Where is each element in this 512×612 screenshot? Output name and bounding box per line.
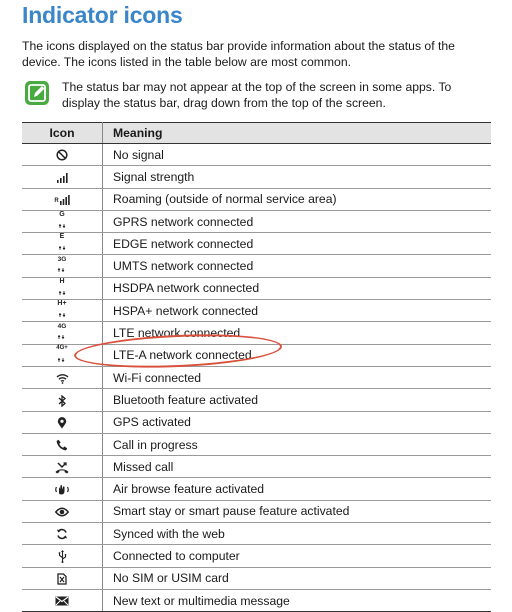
umts-icon (58, 256, 67, 277)
indicator-icons-table (22, 122, 491, 612)
table-row (22, 344, 491, 366)
lte-a-icon-label: 4G+ (56, 344, 68, 351)
row-meaning: HSDPA network connected (103, 277, 492, 299)
sync-icon (56, 528, 68, 540)
gprs-icon (59, 211, 66, 232)
data-arrows (59, 246, 66, 250)
data-arrows (58, 268, 65, 272)
table-row (22, 233, 491, 255)
note-pencil-icon (24, 80, 50, 106)
message-icon (55, 596, 69, 606)
table-header-row (22, 123, 491, 144)
roaming-icon (54, 195, 69, 205)
data-arrows (59, 313, 66, 317)
row-meaning: Bluetooth feature activated (103, 389, 492, 411)
row-meaning: Call in progress (103, 433, 492, 455)
intro-paragraph: The icons displayed on the status bar provide information about the status of the device. The icons listed in the table below are most common. (22, 39, 455, 69)
row-meaning: UMTS network connected (103, 255, 492, 277)
row-meaning: GPS activated (103, 411, 492, 433)
edge-icon-label: E (59, 233, 65, 241)
table-row (22, 545, 491, 567)
table-row (22, 277, 491, 299)
row-meaning: Roaming (outside of normal service area) (103, 188, 492, 210)
table-row (22, 255, 491, 277)
missed-call-icon (55, 462, 69, 474)
edge-icon (59, 233, 66, 254)
hspa-plus-icon-label: H+ (57, 300, 67, 308)
page-title: Indicator icons (22, 2, 183, 28)
note-text: The status bar may not appear at the top of the screen in some apps. To display the status bar, drag down from the top of the screen. (62, 80, 452, 110)
hsdpa-icon (59, 278, 66, 299)
roaming-bars (60, 195, 70, 205)
smart-stay-icon (55, 507, 69, 517)
table-row (22, 166, 491, 188)
hsdpa-icon-label: H (59, 277, 65, 285)
table-row (22, 411, 491, 433)
air-browse-icon (54, 484, 70, 495)
gps-icon (57, 417, 67, 429)
gprs-icon-label: G (59, 211, 65, 219)
row-meaning: New text or multimedia message (103, 589, 492, 611)
row-meaning: Synced with the web (103, 523, 492, 545)
table-row (22, 389, 491, 411)
lte-icon (58, 323, 67, 344)
bluetooth-icon (58, 395, 67, 407)
row-meaning: LTE network connected (103, 322, 492, 344)
row-meaning: No SIM or USIM card (103, 567, 492, 589)
row-meaning: HSPA+ network connected (103, 300, 492, 322)
roaming-icon-label: R (54, 198, 59, 205)
table-row (22, 589, 491, 611)
hspa-plus-icon (57, 300, 66, 321)
header-icon: Icon (22, 123, 103, 144)
row-meaning: Missed call (103, 456, 492, 478)
row-meaning: Connected to computer (103, 545, 492, 567)
no-signal-icon (56, 149, 68, 161)
data-arrows (58, 358, 65, 362)
data-arrows (59, 224, 66, 228)
usb-icon (58, 550, 67, 563)
table-row (22, 366, 491, 388)
lte-a-icon (56, 345, 68, 366)
umts-icon-label: 3G (57, 255, 67, 263)
table-row (22, 500, 491, 522)
table-row (22, 210, 491, 232)
table-row (22, 322, 491, 344)
no-sim-icon (57, 573, 67, 585)
table-row (22, 144, 491, 166)
table-row (22, 456, 491, 478)
row-meaning: Air browse feature activated (103, 478, 492, 500)
table-row (22, 433, 491, 455)
lte-icon-label: 4G (57, 322, 67, 330)
row-meaning: Signal strength (103, 166, 492, 188)
row-meaning: GPRS network connected (103, 210, 492, 232)
table-row (22, 567, 491, 589)
row-meaning: No signal (103, 144, 492, 166)
header-meaning: Meaning (103, 123, 492, 144)
row-meaning: Smart stay or smart pause feature activated (103, 500, 492, 522)
row-meaning: Wi-Fi connected (103, 366, 492, 388)
call-in-progress-icon (56, 439, 68, 451)
data-arrows (59, 291, 66, 295)
wifi-icon (56, 373, 69, 384)
signal-strength-icon (57, 173, 68, 183)
table-row (22, 300, 491, 322)
row-meaning: EDGE network connected (103, 233, 492, 255)
table-row (22, 188, 491, 210)
table-row (22, 523, 491, 545)
row-meaning: LTE-A network connected (103, 344, 492, 366)
data-arrows (58, 335, 65, 339)
table-row (22, 478, 491, 500)
